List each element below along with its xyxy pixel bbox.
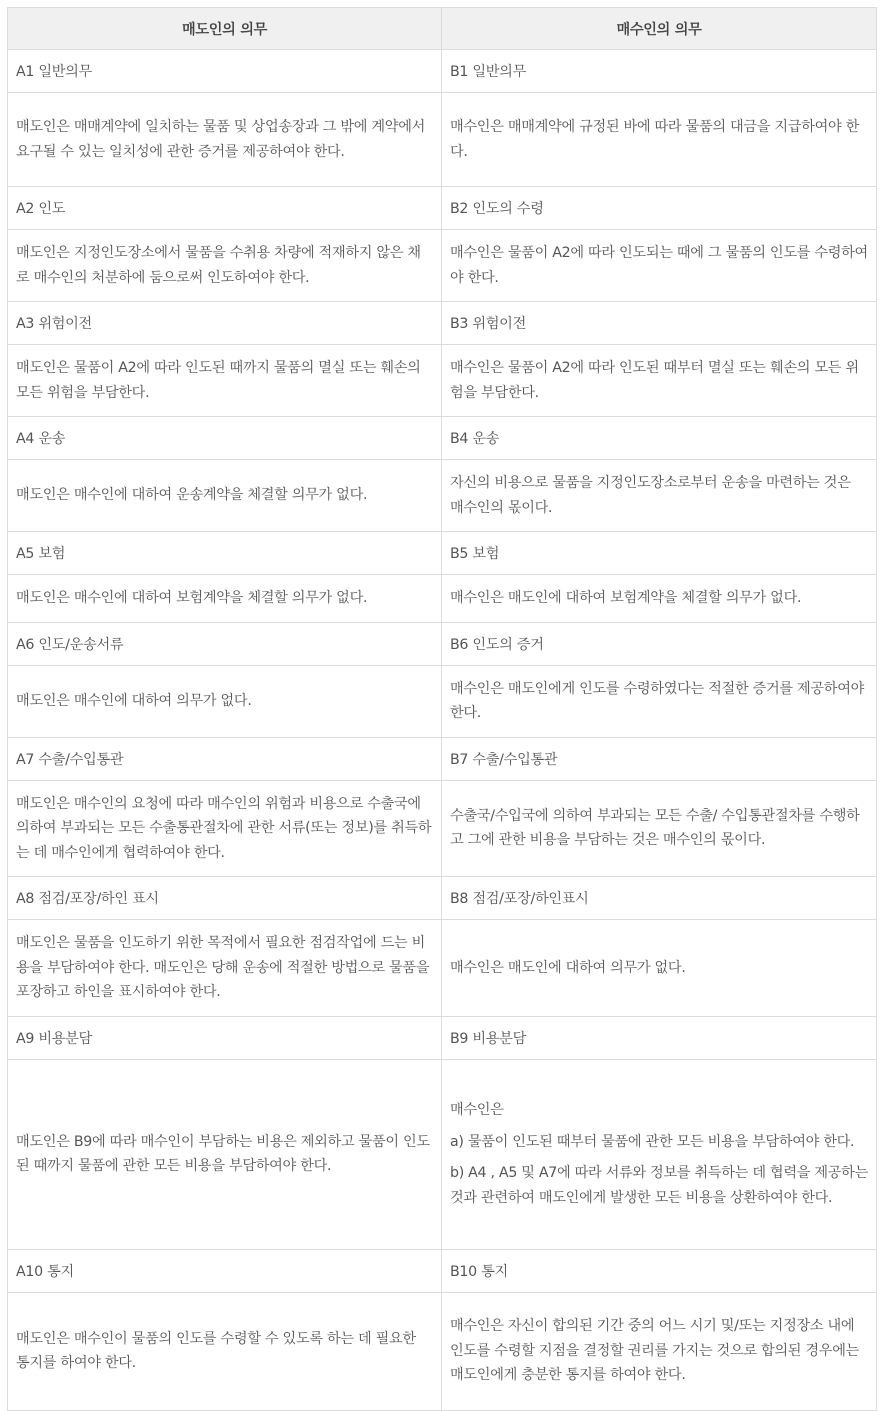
buyer-article-content [442,93,877,187]
table-body [8,50,877,1411]
seller-article-title: A8 점검/포장/하인 표시 [8,877,442,920]
seller-article-title: A9 비용분담 [8,1016,442,1059]
buyer-article-title: B6 인도의 증거 [442,622,877,665]
seller-article-content [8,780,442,877]
seller-article-title: A10 통지 [8,1249,442,1292]
seller-article-title: A5 보험 [8,532,442,575]
seller-article-title: A4 운송 [8,417,442,460]
seller-article-title: A6 인도/운송서류 [8,622,442,665]
seller-article-title: A7 수출/수입통관 [8,737,442,780]
seller-article-content [8,920,442,1017]
article-content-row [8,780,877,877]
article-title-row [8,532,877,575]
article-content-row [8,460,877,532]
buyer-paragraph: a) 물품이 인도된 때부터 물품에 관한 모든 비용을 부담하여야 한다. [450,1133,855,1150]
buyer-article-title: B9 비용분담 [442,1016,877,1059]
article-content-row [8,575,877,623]
buyer-article-content [442,665,877,737]
article-title-row [8,622,877,665]
seller-article-content [8,1059,442,1249]
seller-article-content [8,230,442,302]
buyer-article-title: B4 운송 [442,417,877,460]
buyer-article-title: B3 위험이전 [442,302,877,345]
obligations-table [7,7,877,1411]
article-title-row [8,187,877,230]
seller-article-content [8,345,442,417]
seller-paragraph: 매도인은 지정인도장소에서 물품을 수취용 차량에 적재하지 않은 채로 매수인의 처분하에 둠으로써 인도하여야 한다. [16,245,421,286]
seller-paragraph: 매도인은 매수인의 요청에 따라 매수인의 위험과 비용으로 수출국에 의하여 부과되는 모든 수출통관절차에 관한 서류(또는 정보)를 취득하는 데 매수인에게 협력하여야 한다. [16,795,432,861]
buyer-paragraph: 매수인은 [450,1102,504,1118]
article-content-row [8,345,877,417]
table-header [8,8,877,50]
buyer-article-content [442,345,877,417]
buyer-article-title: B1 일반의무 [442,50,877,93]
article-title-row [8,1249,877,1292]
buyer-paragraph: 자신의 비용으로 물품을 지정인도장소로부터 운송을 마련하는 것은 매수인의 몫이다. [450,475,851,516]
buyer-article-title: B2 인도의 수령 [442,187,877,230]
buyer-paragraph: 매수인은 매도인에 대하여 보험계약을 체결할 의무가 없다. [450,590,802,606]
seller-article-content [8,665,442,737]
seller-paragraph: 매도인은 물품이 A2에 따라 인도된 때까지 물품의 멸실 또는 훼손의 모든 위험을 부담한다. [16,360,421,401]
buyer-paragraph: 매수인은 매도인에 대하여 의무가 없다. [450,959,686,976]
article-title-row [8,737,877,780]
seller-article-content [8,575,442,623]
buyer-paragraph: 매수인은 매매계약에 규정된 바에 따라 물품의 대금을 지급하여야 한다. [450,119,860,160]
buyer-article-content [442,780,877,877]
article-content-row [8,920,877,1017]
seller-article-content [8,93,442,187]
buyer-article-content [442,1292,877,1410]
buyer-paragraph: 매수인은 물품이 A2에 따라 인도된 때부터 멸실 또는 훼손의 모든 위험을 부담한다. [450,360,859,401]
seller-article-title: A2 인도 [8,187,442,230]
seller-article-content [8,1292,442,1410]
buyer-article-content [442,920,877,1017]
buyer-article-content [442,460,877,532]
article-content-row [8,1292,877,1410]
buyer-paragraph: 매수인은 매도인에게 인도를 수령하였다는 적절한 증거를 제공하여야 한다. [450,680,865,721]
seller-article-content [8,460,442,532]
buyer-article-content [442,1059,877,1249]
buyer-paragraph: 매수인은 자신이 합의된 기간 중의 어느 시기 및/또는 지정장소 내에 인도를 수령할 지점을 결정할 권리를 가지는 것으로 합의된 경우에는 매도인에게 충분한 통지를 하여야 한다. [450,1318,860,1384]
article-content-row [8,1059,877,1249]
seller-paragraph: 매도인은 매수인에 대하여 운송계약을 체결할 의무가 없다. [16,487,368,504]
buyer-article-title: B8 점검/포장/하인표시 [442,877,877,920]
seller-article-title: A3 위험이전 [8,302,442,345]
seller-paragraph: 매도인은 매수인에 대하여 보험계약을 체결할 의무가 없다. [16,590,368,606]
article-title-row [8,1016,877,1059]
seller-obligations-header: 매도인의 의무 [8,8,442,50]
seller-article-title: A1 일반의무 [8,50,442,93]
seller-paragraph: 매도인은 매매계약에 일치하는 물품 및 상업송장과 그 밖에 계약에서 요구될 수 있는 일치성에 관한 증거를 제공하여야 한다. [16,119,426,160]
buyer-article-title: B10 통지 [442,1249,877,1292]
article-title-row [8,302,877,345]
buyer-article-title: B7 수출/수입통관 [442,737,877,780]
buyer-obligations-header: 매수인의 의무 [442,8,877,50]
buyer-article-content [442,230,877,302]
seller-paragraph: 매도인은 B9에 따라 매수인이 부담하는 비용은 제외하고 물품이 인도된 때까지 물품에 관한 모든 비용을 부담하여야 한다. [16,1133,430,1174]
buyer-paragraph: 매수인은 물품이 A2에 따라 인도되는 때에 그 물품의 인도를 수령하여야 한다. [450,245,868,286]
article-content-row [8,93,877,187]
buyer-article-title: B5 보험 [442,532,877,575]
seller-paragraph: 매도인은 매수인이 물품의 인도를 수령할 수 있도록 하는 데 필요한 통지를 하여야 한다. [16,1330,416,1371]
buyer-paragraph: 수출국/수입국에 의하여 부과되는 모든 수출/ 수입통관절차를 수행하고 그에 관한 비용을 부담하는 것은 매수인의 몫이다. [450,807,860,849]
article-title-row [8,50,877,93]
seller-paragraph: 매도인은 매수인에 대하여 의무가 없다. [16,692,252,709]
buyer-article-content [442,575,877,623]
header-row [8,8,877,50]
article-content-row [8,665,877,737]
seller-paragraph: 매도인은 물품을 인도하기 위한 목적에서 필요한 점검작업에 드는 비용을 부담하여야 한다. 매도인은 당해 운송에 적절한 방법으로 물품을 포장하고 하인을 표시하여야 한다. [16,935,430,1000]
article-title-row [8,417,877,460]
article-title-row [8,877,877,920]
buyer-paragraph: b) A4 , A5 및 A7에 따라 서류와 정보를 취득하는 데 협력을 제공하는 것과 관련하여 매도인에게 발생한 모든 비용을 상환하여야 한다. [450,1165,868,1206]
article-content-row [8,230,877,302]
